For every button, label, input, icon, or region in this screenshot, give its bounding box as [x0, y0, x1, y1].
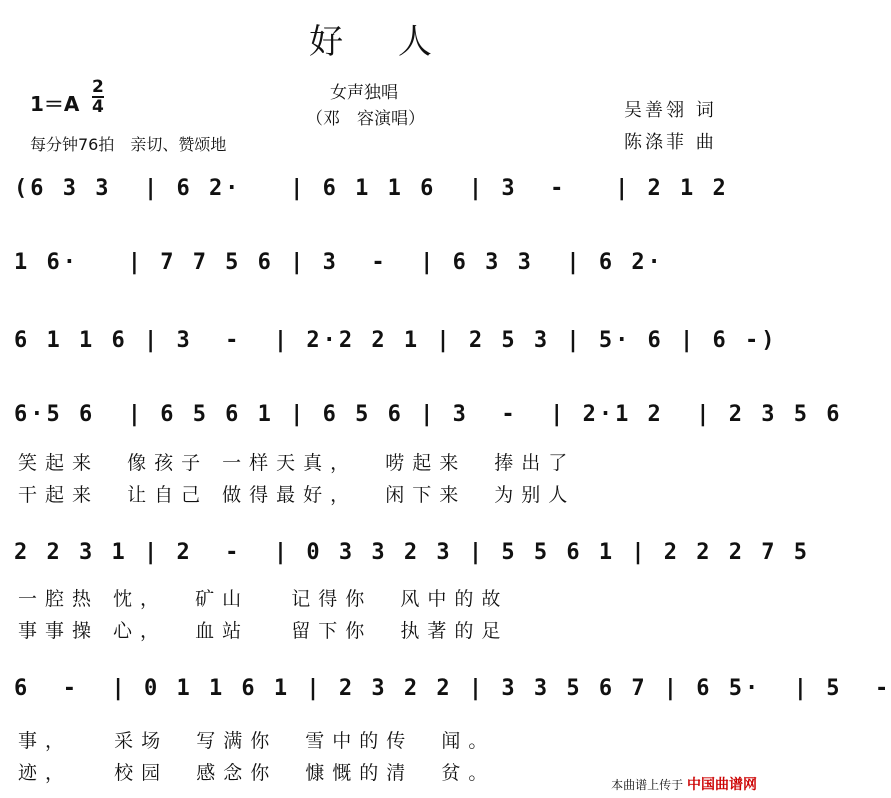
score-line-3	[0, 322, 778, 362]
tempo-marking: 每分钟76拍 亲切、赞颂地	[30, 135, 227, 154]
score-line-4	[0, 396, 843, 506]
lyric-verse-1: 事， 采场 写满你 雪中的传 闻。	[18, 730, 496, 752]
notation: 6 - | 0 1 1 6 1 | 2 3 2 2 | 3 3 5 6 7 | 6 5· | 5 -	[14, 676, 891, 701]
notation: 2 2 3 1 | 2 - | 0 3 3 2 3 | 5 5 6 1 | 2 2 2 7 5	[14, 540, 811, 565]
notation: 6 1 1 6 | 3 - | 2·2 2 1 | 2 5 3 | 5· 6 | 6 -)	[14, 328, 778, 353]
notation: 6·5 6 | 6 5 6 1 | 6 5 6 | 3 - | 2·1 2 | 2 3 5 6	[14, 402, 843, 427]
upload-note: 本曲谱上传于	[611, 778, 684, 792]
lyric-verse-1: 一腔热 忱， 矿山 记得你 风中的故	[18, 588, 509, 610]
lyric-verse-1: 笑起来 像孩子 一样天真， 唠起来 捧出了	[18, 452, 576, 474]
score-line-6	[0, 670, 891, 784]
song-title: 好 人	[309, 22, 454, 62]
notation: (6 3 3 | 6 2· | 6 1 1 6 | 3 - | 2 1 2	[14, 176, 729, 201]
notation: 1 6· | 7 7 5 6 | 3 - | 6 3 3 | 6 2·	[14, 250, 664, 275]
composer: 陈涤菲 曲	[624, 132, 717, 153]
time-numerator: 2	[92, 77, 104, 97]
score-line-1	[0, 170, 763, 210]
time-signature	[92, 78, 104, 116]
key-signature: 1＝A	[30, 92, 80, 116]
time-denominator: 4	[92, 97, 104, 117]
score-line-5	[0, 534, 811, 644]
performer: （邓 容演唱）	[306, 109, 425, 129]
site-logo[interactable]: 中国曲谱网	[687, 777, 757, 793]
lyric-verse-2: 事事操 心， 血站 留下你 执著的足	[18, 620, 509, 642]
lyric-verse-2: 迹， 校园 感念你 慷慨的清 贫。	[18, 762, 496, 784]
footer	[611, 774, 757, 794]
performer-type: 女声独唱	[330, 83, 398, 103]
score-line-2	[0, 244, 763, 284]
lyricist: 吴善翎 词	[624, 100, 717, 121]
lyric-verse-2: 干起来 让自己 做得最好， 闲下来 为别人	[18, 484, 576, 506]
